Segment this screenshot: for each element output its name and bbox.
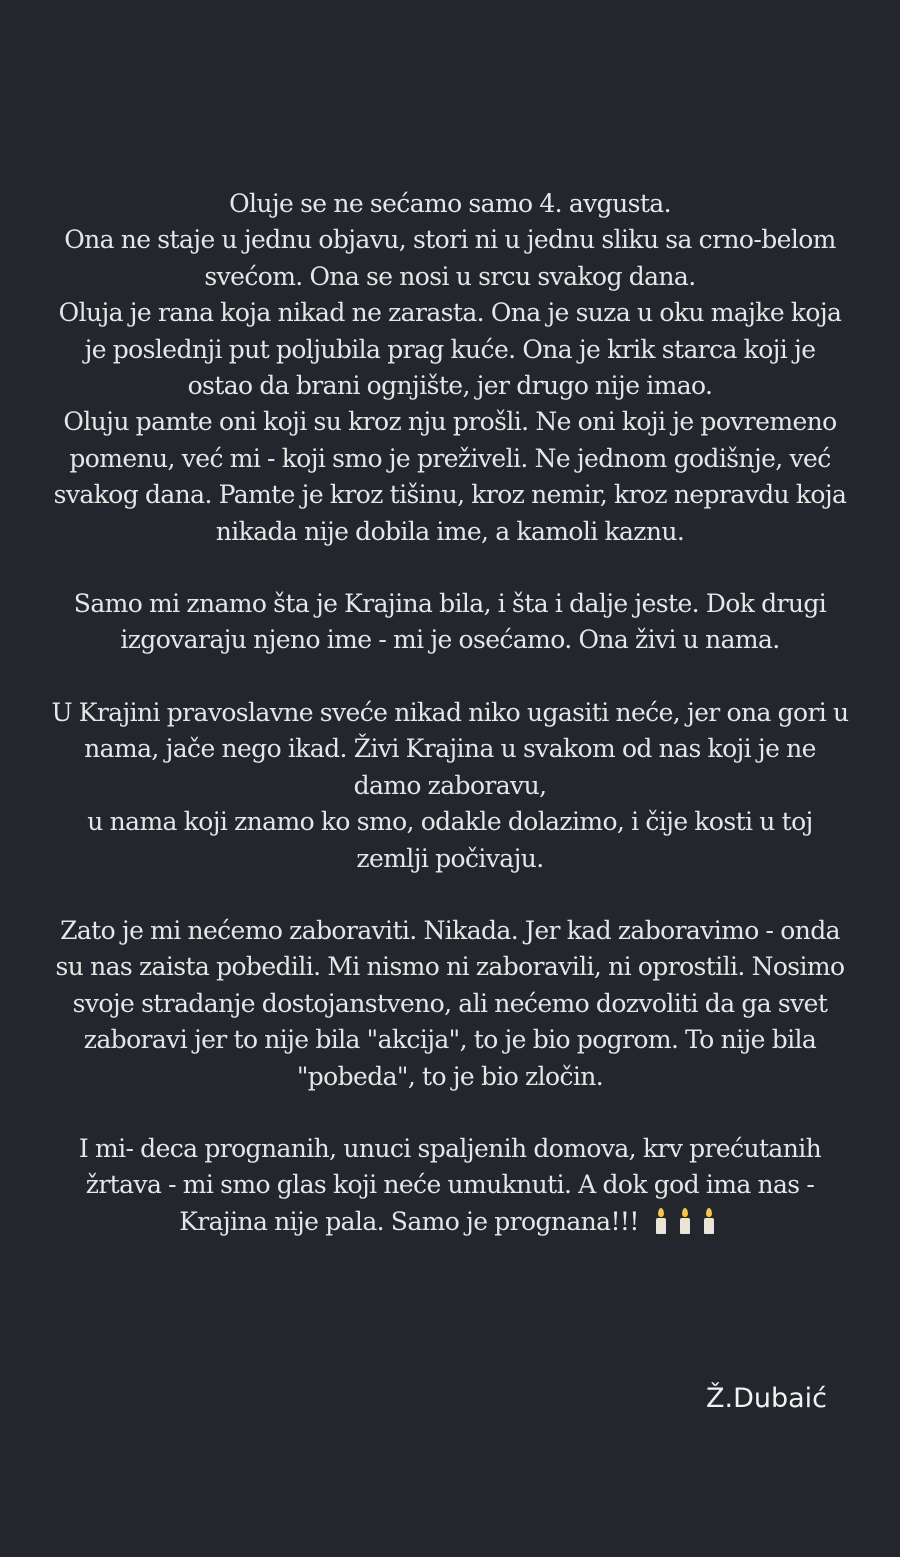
story-line-last [8, 1204, 892, 1244]
story-line: Oluju pamte oni koji su kroz nju prošli. Ne oni koji je povremeno [63, 407, 837, 437]
story-line: su nas zaista pobedili. Mi nismo ni zaboravili, ni oprostili. Nosimo [55, 952, 845, 982]
story-line: svećom. Ona se nosi u srcu svakog dana. [204, 261, 696, 291]
story-line: je poslednji put poljubila prag kuće. Ona je krik starca koji je [84, 334, 816, 364]
story-line: svakog dana. Pamte je kroz tišinu, kroz nemir, kroz nepravdu koja [53, 480, 847, 510]
story-line-last-text: Krajina nije pala. Samo je prognana!!! [179, 1206, 639, 1236]
story-line: žrtava - mi smo glas koji neće umuknuti. A dok god ima nas - [85, 1170, 815, 1200]
candle-icon [703, 1208, 715, 1234]
story-line: zemlji počivaju. [356, 843, 544, 873]
story-paragraph [8, 695, 892, 877]
story-line: Ona ne staje u jednu objavu, stori ni u jednu sliku sa crno-belom [64, 225, 836, 255]
story-line: pomenu, već mi - koji smo je preživeli. Ne jednom godišnje, već [69, 443, 831, 473]
story-paragraph [8, 1131, 892, 1244]
story-paragraph [8, 186, 892, 550]
candle-icon [655, 1208, 667, 1234]
story-line: U Krajini pravoslavne sveće nikad niko ugasiti neće, jer ona gori u [51, 697, 849, 727]
story-line: svoje stradanje dostojanstveno, ali nećemo dozvoliti da ga svet [72, 988, 828, 1018]
story-line: Oluje se ne sećamo samo 4. avgusta. [229, 189, 671, 218]
story-text [0, 186, 900, 1280]
story-line: Zato je mi nećemo zaboraviti. Nikada. Jer kad zaboravimo - onda [60, 915, 840, 945]
story-line: damo zaboravu, [353, 770, 547, 800]
story-line: u nama koji znamo ko smo, odakle dolazimo, i čije kosti u toj [87, 807, 813, 837]
candle-emoji-group [649, 1208, 721, 1244]
story-line: nama, jače nego ikad. Živi Krajina u svakom od nas koji je ne [84, 734, 816, 764]
story-line: "pobeda", to je bio zločin. [296, 1061, 604, 1091]
story-paragraph [8, 913, 892, 1095]
story-line: Samo mi znamo šta je Krajina bila, i šta i dalje jeste. Dok drugi [73, 589, 827, 619]
story-line: Oluja je rana koja nikad ne zarasta. Ona je suza u oku majke koja [58, 298, 842, 328]
candle-icon [679, 1208, 691, 1234]
story-line: izgovaraju njeno ime - mi je osećamo. Ona živi u nama. [120, 625, 780, 655]
story-line: zaboravi jer to nije bila "akcija", to je bio pogrom. To nije bila [83, 1025, 817, 1055]
story-line: nikada nije dobila ime, a kamoli kaznu. [215, 516, 685, 546]
story-paragraph [8, 586, 892, 659]
story-line: ostao da brani ognjište, jer drugo nije imao. [187, 371, 713, 401]
author-signature: Ž.Dubaić [706, 1383, 828, 1414]
story-line: I mi- deca prognanih, unuci spaljenih domova, krv prećutanih [78, 1133, 822, 1163]
